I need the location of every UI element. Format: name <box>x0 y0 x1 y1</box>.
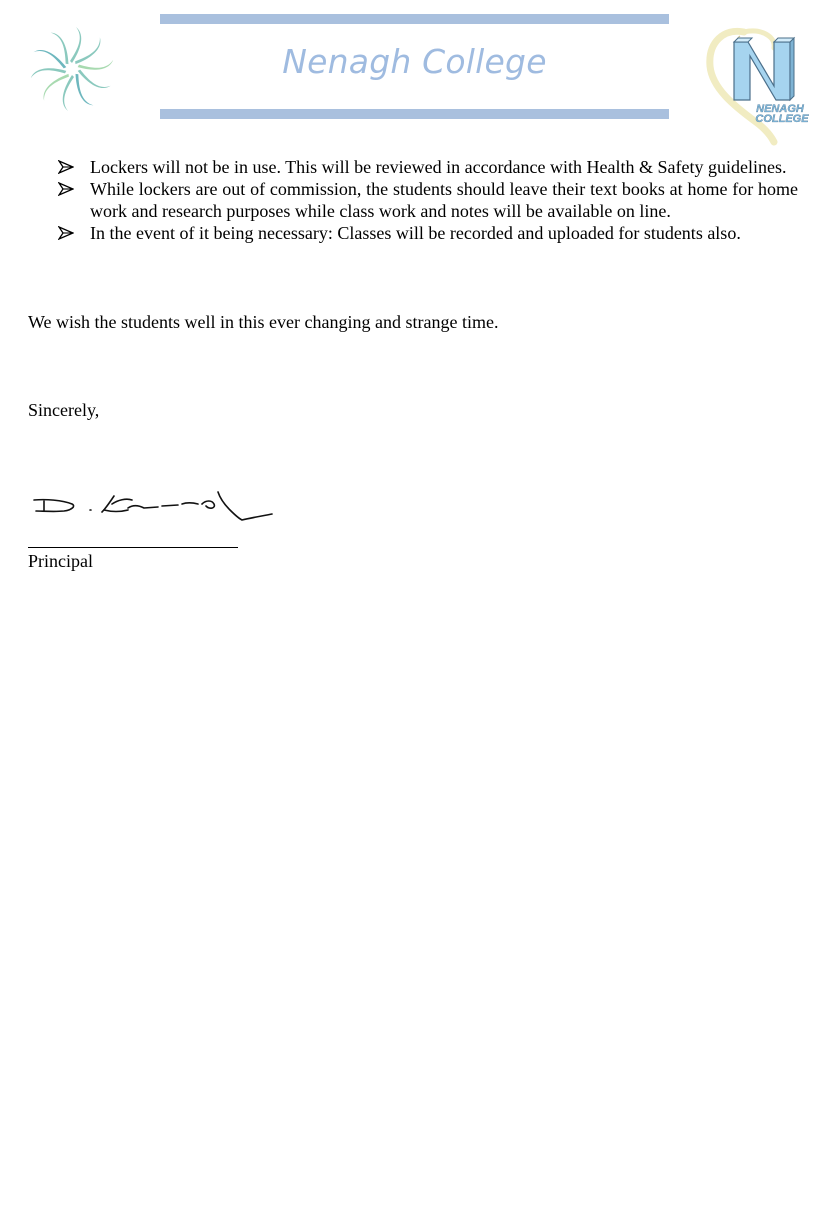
handwritten-signature <box>28 482 278 528</box>
list-item <box>58 178 798 222</box>
arrow-bullet-icon <box>58 182 74 196</box>
list-item <box>58 156 798 178</box>
signature-line <box>28 547 238 548</box>
title-bar-top <box>160 14 669 24</box>
valediction: Sincerely, <box>28 400 100 420</box>
college-title: Nenagh College <box>282 42 547 81</box>
arrow-bullet-icon <box>58 226 74 240</box>
closing-wish: We wish the students well in this ever changing and strange time. <box>28 312 499 332</box>
swirl-logo-icon <box>30 26 114 112</box>
arrow-bullet-icon <box>58 160 74 174</box>
college-crest-icon <box>704 26 810 146</box>
title-bar-bottom <box>160 109 669 119</box>
crest-wordmark-line1: NENAGH <box>756 103 804 115</box>
letterhead <box>0 0 838 150</box>
bullet-text: Lockers will not be in use. This will be reviewed in accordance with Health & Safety guidelines. <box>90 157 787 177</box>
title-band <box>160 14 669 119</box>
bullet-text: While lockers are out of commission, the students should leave their text books at home for home work and research purposes while class work and notes will be available on line. <box>90 179 798 221</box>
crest-wordmark-line2: COLLEGE <box>755 113 809 125</box>
list-item <box>58 222 798 244</box>
bullet-text: In the event of it being necessary: Classes will be recorded and uploaded for students also. <box>90 223 741 243</box>
policy-bullet-list <box>58 156 798 244</box>
signatory-title: Principal <box>28 551 93 571</box>
